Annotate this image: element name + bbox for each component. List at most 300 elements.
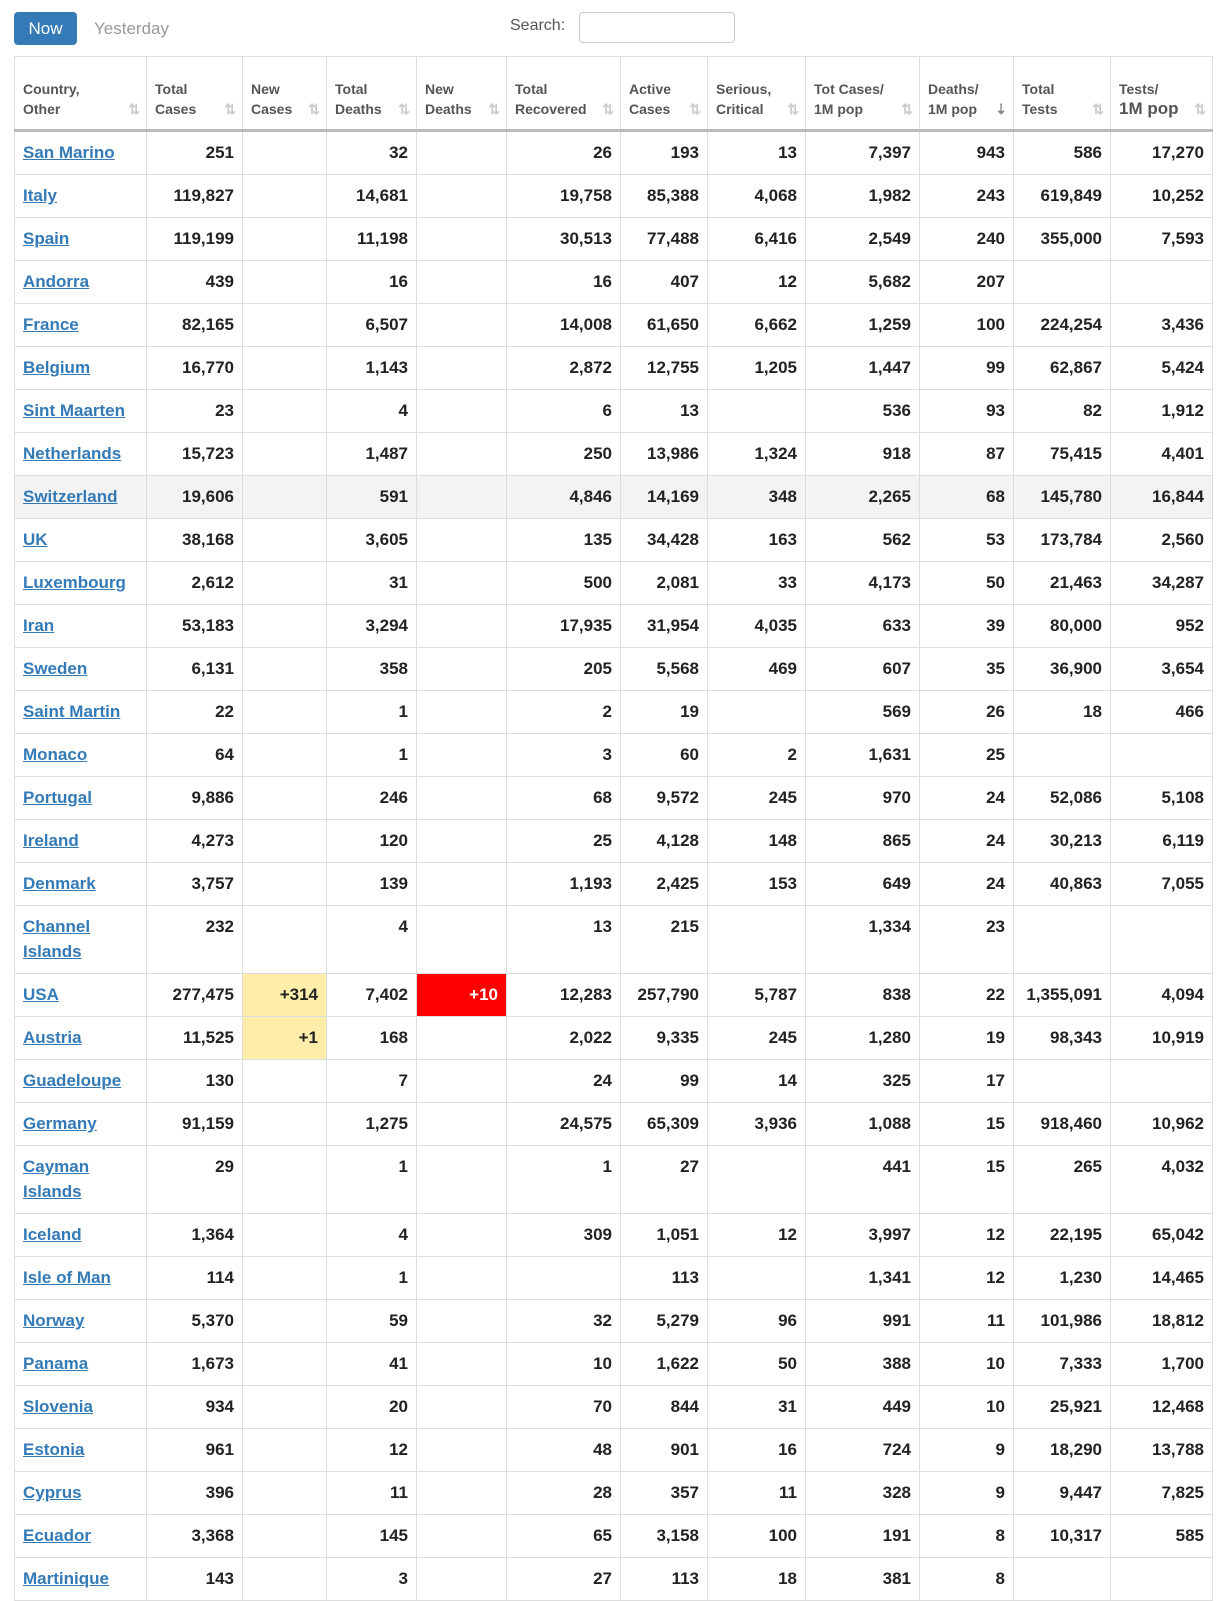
cell-new-cases <box>243 777 327 820</box>
cell-active-cases: 257,790 <box>621 974 708 1017</box>
header-line1: Country, <box>23 81 80 97</box>
cell-total-tests <box>1014 1558 1111 1601</box>
table-row <box>15 519 1213 562</box>
cell-totcases-1mpop: 1,280 <box>806 1017 920 1060</box>
country-link[interactable]: USA <box>23 985 59 1004</box>
country-cell <box>15 476 147 519</box>
cell-new-cases <box>243 1386 327 1429</box>
cell-total-cases: 15,723 <box>147 433 243 476</box>
cell-serious-critical: 4,068 <box>708 175 806 218</box>
country-cell <box>15 175 147 218</box>
table-row <box>15 261 1213 304</box>
cell-new-deaths <box>417 1300 507 1343</box>
cell-total-tests: 1,355,091 <box>1014 974 1111 1017</box>
cell-new-cases <box>243 691 327 734</box>
cell-tests-1mpop: 5,108 <box>1111 777 1213 820</box>
cell-totcases-1mpop: 2,549 <box>806 218 920 261</box>
country-link[interactable]: Belgium <box>23 358 91 377</box>
cell-serious-critical <box>708 1146 806 1214</box>
table-row <box>15 1060 1213 1103</box>
cell-serious-critical: 245 <box>708 1017 806 1060</box>
cell-active-cases: 5,568 <box>621 648 708 691</box>
cell-deaths-1mpop: 10 <box>920 1386 1014 1429</box>
cell-new-cases <box>243 304 327 347</box>
cell-totcases-1mpop: 838 <box>806 974 920 1017</box>
cell-deaths-1mpop: 207 <box>920 261 1014 304</box>
country-cell <box>15 1017 147 1060</box>
sort-icon[interactable]: ⇅ <box>488 101 500 117</box>
column-header-totalrecovered[interactable] <box>507 57 621 131</box>
cell-total-tests <box>1014 734 1111 777</box>
country-link[interactable]: Denmark <box>23 874 96 893</box>
cell-new-cases <box>243 562 327 605</box>
cell-deaths-1mpop: 9 <box>920 1472 1014 1515</box>
cell-tests-1mpop <box>1111 1060 1213 1103</box>
sort-icon[interactable]: ⇅ <box>308 101 320 117</box>
cell-total-deaths: 4 <box>327 390 417 433</box>
cell-total-cases: 934 <box>147 1386 243 1429</box>
cell-deaths-1mpop: 240 <box>920 218 1014 261</box>
sort-icon[interactable]: ⇅ <box>787 101 799 117</box>
cell-totcases-1mpop: 441 <box>806 1146 920 1214</box>
cell-total-deaths: 246 <box>327 777 417 820</box>
cell-total-cases: 1,364 <box>147 1214 243 1257</box>
country-link[interactable]: Saint Martin <box>23 702 121 721</box>
sort-icon[interactable]: ⇅ <box>602 101 614 117</box>
country-link[interactable]: San Marino <box>23 143 115 162</box>
cell-deaths-1mpop: 9 <box>920 1429 1014 1472</box>
cell-totcases-1mpop: 449 <box>806 1386 920 1429</box>
table-row <box>15 1214 1213 1257</box>
column-header-serious-critical[interactable] <box>708 57 806 131</box>
cell-total-cases: 143 <box>147 1558 243 1601</box>
cell-serious-critical: 153 <box>708 863 806 906</box>
country-cell <box>15 1103 147 1146</box>
column-header-totaldeaths[interactable] <box>327 57 417 131</box>
sort-icon[interactable]: ⇅ <box>398 101 410 117</box>
cell-total-tests: 265 <box>1014 1146 1111 1214</box>
cell-serious-critical: 3,936 <box>708 1103 806 1146</box>
cell-deaths-1mpop: 23 <box>920 906 1014 974</box>
cell-total-recovered: 250 <box>507 433 621 476</box>
cell-new-deaths <box>417 261 507 304</box>
cell-deaths-1mpop: 11 <box>920 1300 1014 1343</box>
cell-total-tests: 80,000 <box>1014 605 1111 648</box>
cell-new-deaths <box>417 820 507 863</box>
country-link[interactable]: Isle of Man <box>23 1268 111 1287</box>
country-link[interactable]: Ireland <box>23 831 79 850</box>
country-link[interactable]: Germany <box>23 1114 97 1133</box>
cell-total-recovered: 309 <box>507 1214 621 1257</box>
cell-tests-1mpop: 6,119 <box>1111 820 1213 863</box>
search-label: Search: <box>510 17 566 34</box>
cell-serious-critical: 148 <box>708 820 806 863</box>
header-row <box>15 57 1213 131</box>
cell-total-cases: 9,886 <box>147 777 243 820</box>
cell-total-recovered: 205 <box>507 648 621 691</box>
header-line2: Other <box>23 101 61 117</box>
cell-active-cases: 27 <box>621 1146 708 1214</box>
cell-deaths-1mpop: 22 <box>920 974 1014 1017</box>
column-header-totalcases[interactable] <box>147 57 243 131</box>
table-row <box>15 390 1213 433</box>
sort-icon[interactable]: ⇅ <box>224 101 236 117</box>
cell-tests-1mpop: 1,912 <box>1111 390 1213 433</box>
yesterday-button[interactable]: Yesterday <box>94 19 169 38</box>
cell-total-recovered: 26 <box>507 131 621 175</box>
cell-new-deaths <box>417 605 507 648</box>
sort-icon[interactable]: ⇣ <box>995 101 1007 117</box>
cell-active-cases: 2,425 <box>621 863 708 906</box>
country-link[interactable]: Spain <box>23 229 70 248</box>
country-link[interactable]: Austria <box>23 1028 82 1047</box>
cell-active-cases: 113 <box>621 1558 708 1601</box>
cell-total-cases: 4,273 <box>147 820 243 863</box>
cell-total-cases: 3,368 <box>147 1515 243 1558</box>
cell-total-cases: 53,183 <box>147 605 243 648</box>
cell-serious-critical: 245 <box>708 777 806 820</box>
cell-total-tests: 9,447 <box>1014 1472 1111 1515</box>
cell-deaths-1mpop: 10 <box>920 1343 1014 1386</box>
country-link[interactable]: Ecuador <box>23 1526 92 1545</box>
cell-totcases-1mpop: 970 <box>806 777 920 820</box>
cell-new-cases <box>243 1472 327 1515</box>
cell-total-tests: 18 <box>1014 691 1111 734</box>
header-line2: Tests <box>1022 101 1058 117</box>
cell-serious-critical: 12 <box>708 261 806 304</box>
cell-total-recovered: 24,575 <box>507 1103 621 1146</box>
cell-new-cases <box>243 1558 327 1601</box>
cell-active-cases: 407 <box>621 261 708 304</box>
cell-total-recovered: 12,283 <box>507 974 621 1017</box>
cell-new-deaths <box>417 1214 507 1257</box>
country-cell <box>15 691 147 734</box>
cell-serious-critical <box>708 906 806 974</box>
country-link[interactable]: Cayman Islands <box>23 1157 90 1201</box>
country-link[interactable]: Sweden <box>23 659 88 678</box>
country-cell <box>15 605 147 648</box>
table-row <box>15 691 1213 734</box>
cell-active-cases: 113 <box>621 1257 708 1300</box>
cell-active-cases: 14,169 <box>621 476 708 519</box>
country-link[interactable]: Channel Islands <box>23 917 91 961</box>
cell-deaths-1mpop: 15 <box>920 1146 1014 1214</box>
cell-total-deaths: 120 <box>327 820 417 863</box>
cell-tests-1mpop: 466 <box>1111 691 1213 734</box>
cell-new-cases <box>243 175 327 218</box>
cell-totcases-1mpop: 1,334 <box>806 906 920 974</box>
cell-active-cases: 2,081 <box>621 562 708 605</box>
cell-serious-critical: 11 <box>708 1472 806 1515</box>
cell-new-deaths <box>417 519 507 562</box>
cell-new-cases <box>243 1146 327 1214</box>
country-link[interactable]: Slovenia <box>23 1397 93 1416</box>
cell-new-deaths <box>417 1515 507 1558</box>
country-link[interactable]: Cyprus <box>23 1483 82 1502</box>
country-link[interactable]: Norway <box>23 1311 85 1330</box>
cell-total-deaths: 1 <box>327 691 417 734</box>
country-cell <box>15 1257 147 1300</box>
header-line2: Cases <box>251 101 293 117</box>
cell-tests-1mpop: 10,919 <box>1111 1017 1213 1060</box>
cell-total-deaths: 168 <box>327 1017 417 1060</box>
cell-total-cases: 38,168 <box>147 519 243 562</box>
column-header-deaths-1m-pop[interactable] <box>920 57 1014 131</box>
cell-total-deaths: 11,198 <box>327 218 417 261</box>
cell-tests-1mpop: 5,424 <box>1111 347 1213 390</box>
table-row <box>15 1017 1213 1060</box>
cell-deaths-1mpop: 12 <box>920 1257 1014 1300</box>
cell-totcases-1mpop: 1,341 <box>806 1257 920 1300</box>
table-row <box>15 1146 1213 1214</box>
country-link[interactable]: Netherlands <box>23 444 122 463</box>
cell-new-deaths <box>417 1343 507 1386</box>
country-link[interactable]: Switzerland <box>23 487 118 506</box>
country-link[interactable]: Iceland <box>23 1225 82 1244</box>
cell-tests-1mpop: 4,401 <box>1111 433 1213 476</box>
cell-active-cases: 9,335 <box>621 1017 708 1060</box>
country-link[interactable]: Sint Maarten <box>23 401 126 420</box>
cell-total-cases: 114 <box>147 1257 243 1300</box>
cell-totcases-1mpop: 388 <box>806 1343 920 1386</box>
cell-tests-1mpop: 4,032 <box>1111 1146 1213 1214</box>
column-header-country-other[interactable] <box>15 57 147 131</box>
cell-total-deaths: 16 <box>327 261 417 304</box>
table-row <box>15 131 1213 175</box>
cell-total-recovered: 19,758 <box>507 175 621 218</box>
cell-deaths-1mpop: 15 <box>920 1103 1014 1146</box>
cell-totcases-1mpop: 918 <box>806 433 920 476</box>
cell-total-cases: 5,370 <box>147 1300 243 1343</box>
cell-total-tests: 10,317 <box>1014 1515 1111 1558</box>
table-row <box>15 777 1213 820</box>
column-header-tot-cases-1m-pop[interactable] <box>806 57 920 131</box>
country-link[interactable]: Italy <box>23 186 58 205</box>
cell-active-cases: 3,158 <box>621 1515 708 1558</box>
table-row <box>15 605 1213 648</box>
country-cell <box>15 390 147 433</box>
sort-icon[interactable]: ⇅ <box>1092 101 1104 117</box>
cell-deaths-1mpop: 943 <box>920 131 1014 175</box>
table-row <box>15 906 1213 974</box>
cell-total-tests: 62,867 <box>1014 347 1111 390</box>
cell-new-cases <box>243 605 327 648</box>
cell-tests-1mpop <box>1111 734 1213 777</box>
table-row <box>15 734 1213 777</box>
cell-new-cases <box>243 1429 327 1472</box>
cell-deaths-1mpop: 35 <box>920 648 1014 691</box>
cell-total-cases: 119,199 <box>147 218 243 261</box>
cell-serious-critical: 5,787 <box>708 974 806 1017</box>
cell-new-deaths <box>417 476 507 519</box>
cell-total-cases: 251 <box>147 131 243 175</box>
cell-total-cases: 19,606 <box>147 476 243 519</box>
cell-deaths-1mpop: 26 <box>920 691 1014 734</box>
cell-totcases-1mpop: 5,682 <box>806 261 920 304</box>
table-row <box>15 304 1213 347</box>
cell-tests-1mpop: 13,788 <box>1111 1429 1213 1472</box>
cell-total-deaths: 1 <box>327 1146 417 1214</box>
cell-total-cases: 119,827 <box>147 175 243 218</box>
header-line2: Deaths <box>335 101 382 117</box>
cell-total-tests: 40,863 <box>1014 863 1111 906</box>
country-cell <box>15 1343 147 1386</box>
cell-total-recovered: 2 <box>507 691 621 734</box>
cell-deaths-1mpop: 25 <box>920 734 1014 777</box>
column-header-newdeaths[interactable] <box>417 57 507 131</box>
cell-new-deaths <box>417 218 507 261</box>
cell-total-recovered: 28 <box>507 1472 621 1515</box>
country-cell <box>15 974 147 1017</box>
cell-new-cases: +1 <box>243 1017 327 1060</box>
cell-total-recovered: 6 <box>507 390 621 433</box>
country-link[interactable]: France <box>23 315 79 334</box>
cell-total-recovered: 16 <box>507 261 621 304</box>
table-row <box>15 175 1213 218</box>
column-header-tests-1m-pop[interactable] <box>1111 57 1213 131</box>
cell-total-cases: 130 <box>147 1060 243 1103</box>
column-header-activecases[interactable] <box>621 57 708 131</box>
cell-new-deaths <box>417 734 507 777</box>
cell-totcases-1mpop: 991 <box>806 1300 920 1343</box>
cell-serious-critical: 6,662 <box>708 304 806 347</box>
cell-active-cases: 13 <box>621 390 708 433</box>
cell-total-deaths: 1,275 <box>327 1103 417 1146</box>
cell-total-recovered: 2,022 <box>507 1017 621 1060</box>
cell-active-cases: 193 <box>621 131 708 175</box>
cell-total-deaths: 7,402 <box>327 974 417 1017</box>
country-cell <box>15 433 147 476</box>
cell-total-tests: 586 <box>1014 131 1111 175</box>
cell-total-cases: 961 <box>147 1429 243 1472</box>
table-row <box>15 974 1213 1017</box>
country-link[interactable]: Monaco <box>23 745 88 764</box>
country-link[interactable]: Iran <box>23 616 55 635</box>
column-header-totaltests[interactable] <box>1014 57 1111 131</box>
cell-totcases-1mpop: 1,631 <box>806 734 920 777</box>
cell-total-deaths: 4 <box>327 906 417 974</box>
cell-new-deaths <box>417 906 507 974</box>
cell-new-deaths <box>417 1146 507 1214</box>
cell-total-tests: 30,213 <box>1014 820 1111 863</box>
header-line1: Total <box>1022 81 1055 97</box>
table-row <box>15 218 1213 261</box>
cell-total-tests: 145,780 <box>1014 476 1111 519</box>
cell-totcases-1mpop: 4,173 <box>806 562 920 605</box>
cell-total-recovered: 14,008 <box>507 304 621 347</box>
country-cell <box>15 777 147 820</box>
cell-tests-1mpop: 3,654 <box>1111 648 1213 691</box>
cell-total-cases: 16,770 <box>147 347 243 390</box>
cell-total-tests <box>1014 1060 1111 1103</box>
sort-icon[interactable]: ⇅ <box>901 101 913 117</box>
cell-totcases-1mpop: 328 <box>806 1472 920 1515</box>
cell-total-recovered: 70 <box>507 1386 621 1429</box>
country-link[interactable]: Guadeloupe <box>23 1071 122 1090</box>
cell-new-cases: +314 <box>243 974 327 1017</box>
cell-total-deaths: 358 <box>327 648 417 691</box>
country-cell <box>15 347 147 390</box>
cell-total-recovered: 48 <box>507 1429 621 1472</box>
sort-icon[interactable]: ⇅ <box>1194 101 1206 117</box>
cell-totcases-1mpop: 191 <box>806 1515 920 1558</box>
cell-totcases-1mpop: 865 <box>806 820 920 863</box>
cell-total-cases: 29 <box>147 1146 243 1214</box>
cell-total-recovered: 25 <box>507 820 621 863</box>
cell-new-cases <box>243 218 327 261</box>
cell-totcases-1mpop: 2,265 <box>806 476 920 519</box>
country-cell <box>15 863 147 906</box>
cell-deaths-1mpop: 243 <box>920 175 1014 218</box>
table-row <box>15 1103 1213 1146</box>
cell-total-recovered: 10 <box>507 1343 621 1386</box>
cell-active-cases: 13,986 <box>621 433 708 476</box>
cell-total-tests: 173,784 <box>1014 519 1111 562</box>
cell-total-deaths: 14,681 <box>327 175 417 218</box>
country-link[interactable]: Martinique <box>23 1569 109 1588</box>
header-line2: 1M pop <box>928 101 977 117</box>
country-cell <box>15 304 147 347</box>
cell-total-deaths: 4 <box>327 1214 417 1257</box>
country-link[interactable]: Luxembourg <box>23 573 126 592</box>
cell-deaths-1mpop: 53 <box>920 519 1014 562</box>
cell-totcases-1mpop: 649 <box>806 863 920 906</box>
cell-active-cases: 85,388 <box>621 175 708 218</box>
cell-totcases-1mpop: 724 <box>806 1429 920 1472</box>
cell-active-cases: 12,755 <box>621 347 708 390</box>
sort-icon[interactable]: ⇅ <box>128 101 140 117</box>
cell-new-deaths <box>417 863 507 906</box>
column-header-newcases[interactable] <box>243 57 327 131</box>
cell-totcases-1mpop: 633 <box>806 605 920 648</box>
cell-tests-1mpop <box>1111 1558 1213 1601</box>
country-cell <box>15 734 147 777</box>
cell-serious-critical: 469 <box>708 648 806 691</box>
cell-totcases-1mpop: 7,397 <box>806 131 920 175</box>
cell-total-tests <box>1014 906 1111 974</box>
cell-tests-1mpop: 65,042 <box>1111 1214 1213 1257</box>
cell-new-deaths <box>417 1558 507 1601</box>
cell-active-cases: 1,051 <box>621 1214 708 1257</box>
cell-total-deaths: 12 <box>327 1429 417 1472</box>
country-link[interactable]: Andorra <box>23 272 90 291</box>
cell-new-deaths <box>417 304 507 347</box>
cell-new-deaths: +10 <box>417 974 507 1017</box>
country-link[interactable]: UK <box>23 530 48 549</box>
table-row <box>15 1472 1213 1515</box>
country-cell <box>15 519 147 562</box>
cell-totcases-1mpop: 607 <box>806 648 920 691</box>
country-link[interactable]: Portugal <box>23 788 92 807</box>
search-input[interactable] <box>579 12 735 43</box>
country-link[interactable]: Estonia <box>23 1440 85 1459</box>
cell-serious-critical: 1,324 <box>708 433 806 476</box>
country-link[interactable]: Panama <box>23 1354 89 1373</box>
cell-new-deaths <box>417 1257 507 1300</box>
cell-serious-critical: 33 <box>708 562 806 605</box>
header-line1: Serious, <box>716 81 772 97</box>
cell-totcases-1mpop: 536 <box>806 390 920 433</box>
sort-icon[interactable]: ⇅ <box>689 101 701 117</box>
cell-new-deaths <box>417 347 507 390</box>
cell-new-cases <box>243 1060 327 1103</box>
table-row <box>15 562 1213 605</box>
cell-new-deaths <box>417 777 507 820</box>
now-button[interactable]: Now <box>14 12 77 45</box>
cell-new-deaths <box>417 175 507 218</box>
cell-active-cases: 844 <box>621 1386 708 1429</box>
cell-active-cases: 31,954 <box>621 605 708 648</box>
